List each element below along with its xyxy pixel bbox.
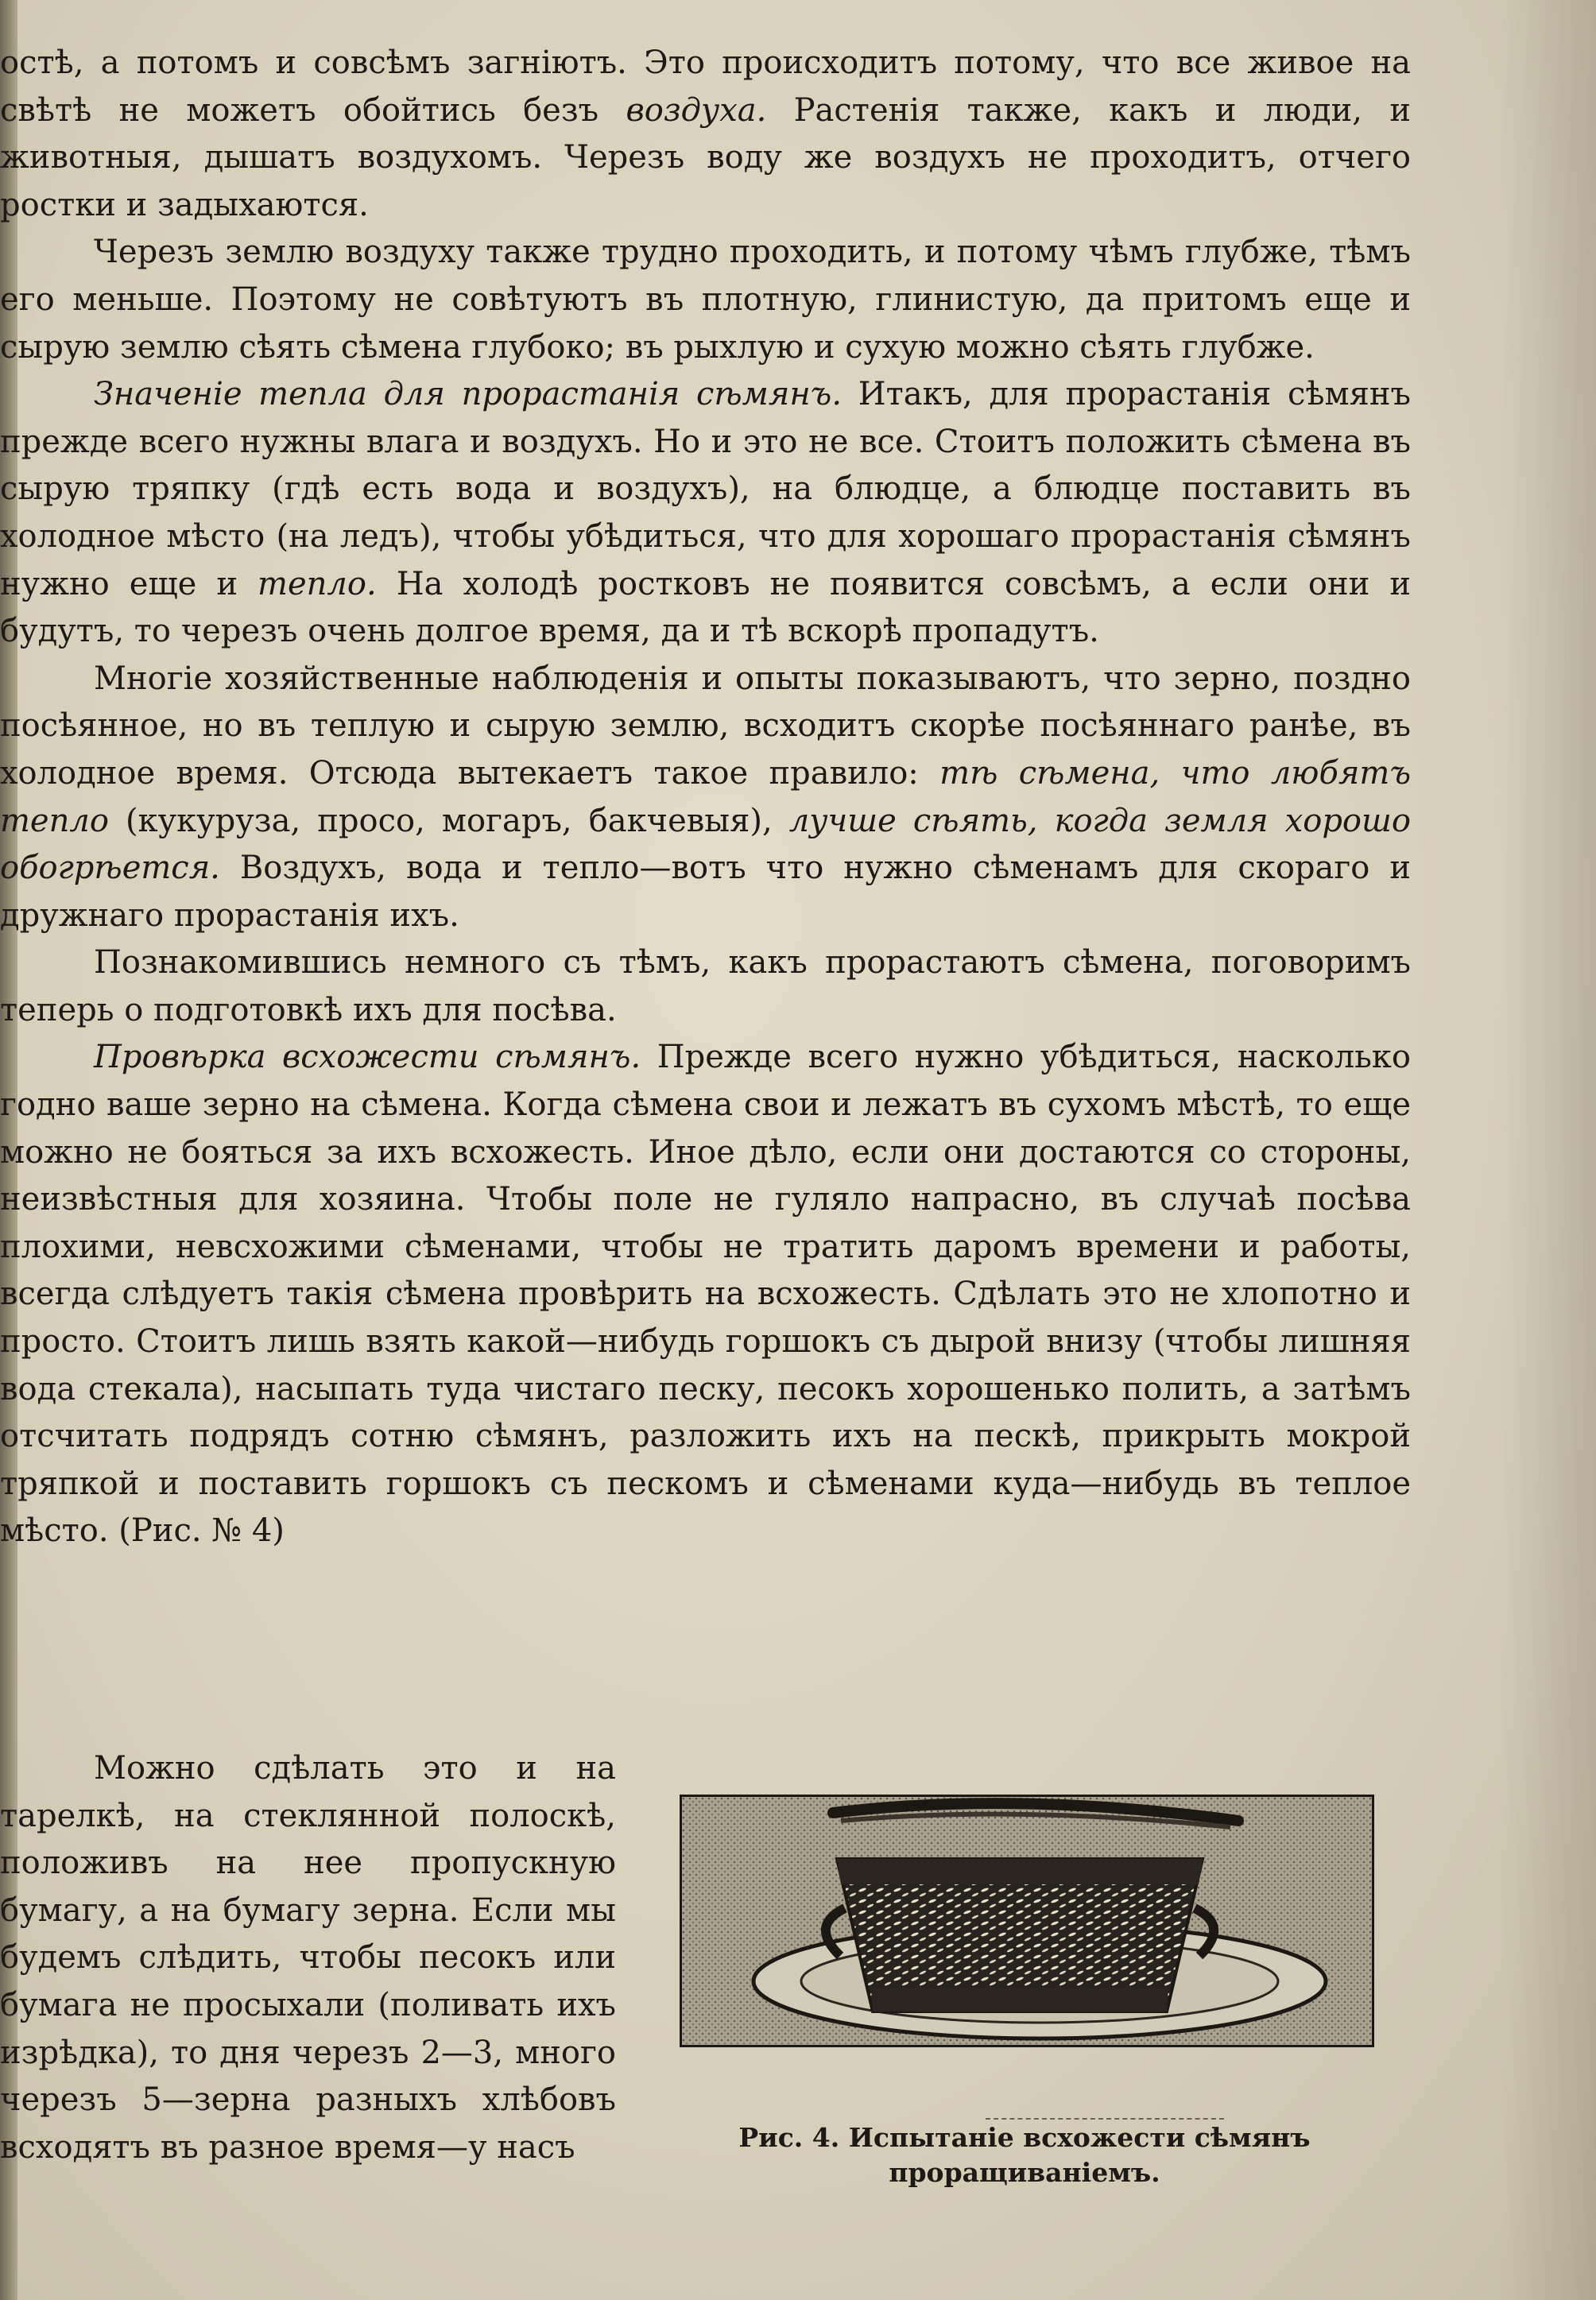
text-run: Прежде всего нужно убѣдиться, насколько годно ваше зерно на сѣмена. Когда сѣмена свои и лежатъ въ сухомъ мѣстѣ, то еще можно не бояться за ихъ всхожесть. Иное дѣло, если они достаются со стороны, неизвѣстныя для хозяина. Чтобы поле не гуляло напрасно, въ случаѣ посѣва плохими, невсхожими сѣменами, чтобы не тратить даромъ времени и работы, всегда слѣдуетъ такія сѣмена провѣрить на всхожесть. Сдѣлать это не хлопотно и просто. Стоитъ лишь взять какой—нибудь горшокъ съ дырой внизу (чтобы лишняя вода стекала), насыпать туда чистаго песку, песокъ хорошенько полить, а затѣмъ отсчитать подрядъ сотню сѣмянъ, разложить ихъ на пескѣ, прикрыть мокрой тряпкой и поставить горшокъ съ пескомъ и сѣменами куда—нибудь въ теплое мѣсто. (Рис. № 4) (0, 1039, 1411, 1550)
text-run: Черезъ землю воздуху также трудно проходить, и потому чѣмъ глубже, тѣмъ его меньше. Поэтому не совѣтуютъ въ плотную, глинистую, да притомъ еще и сырую землю сѣять сѣмена глубоко; въ рыхлую и сухую можно сѣять глубже. (0, 234, 1411, 366)
text-run: Воздухъ, вода и тепло—вотъ что нужно сѣменамъ для скораго и дружнаго прорастанія ихъ. (0, 850, 1411, 934)
paragraph-2 (0, 229, 1411, 371)
text-run: Познакомившись немного съ тѣмъ, какъ прорастаютъ сѣмена, поговоримъ теперь о подготовкѣ ихъ для посѣва. (0, 944, 1411, 1028)
paragraph-4 (0, 656, 1411, 940)
paragraph-3 (0, 371, 1411, 656)
paragraph-left: Можно сдѣлать это и на тарелкѣ, на стеклянной полоскѣ, положивъ на нее пропускную бумагу, а на бумагу зерна. Если мы будемъ слѣдить, чтобы песокъ или бумага не просыхали (поливать ихъ изрѣдка), то дня черезъ 2—3, много черезъ 5—зерна разныхъ хлѣбовъ всходятъ въ разное время—у насъ (0, 1750, 616, 2166)
paragraph-1 (0, 40, 1411, 229)
text-run: Многіе хозяйственные наблюденія и опыты показываютъ, что зерно, поздно посѣянное, но въ теплую и сырую землю, всходитъ скорѣе посѣяннаго ранѣе, въ холодное время. Отсюда вытекаетъ такое правило: (0, 660, 1411, 792)
left-text-column (0, 1745, 616, 2171)
caption-line-2: проращиваніемъ. (889, 2157, 1160, 2188)
italic-heading-run: Провѣрка всхожести сѣмянъ. (94, 1039, 641, 1076)
page-edge-shadow (1501, 0, 1596, 2300)
text-run: Растенія также, какъ и люди, и животныя, дышатъ воздухомъ. Черезъ воду же воздухъ не проходитъ, отчего ростки и задыхаются. (0, 91, 1411, 223)
main-text-column (0, 40, 1411, 1555)
text-run: На холодѣ ростковъ не появится совсѣмъ, а если они и будутъ, то черезъ очень долгое время, да и тѣ вскорѣ пропадутъ. (0, 565, 1411, 650)
text-run: остѣ, а потомъ и совсѣмъ загніютъ. Это происходитъ потому, что все живое на свѣтѣ не можетъ обойтись безъ (0, 45, 1411, 129)
italic-heading-run: воздуха. (626, 91, 767, 129)
paragraph-5 (0, 939, 1411, 1034)
caption-divider (986, 2118, 1224, 2120)
paragraph-6 (0, 1034, 1411, 1555)
caption-line-1: Рис. 4. Испытаніе всхожести сѣмянъ (738, 2122, 1311, 2153)
italic-heading-run: тѣ сѣмена, что любятъ тепло (0, 754, 1412, 839)
figure-caption (680, 2120, 1369, 2190)
pot-with-seeds-illustration-icon (682, 1797, 1372, 2045)
text-run: (кукуруза, просо, могаръ, бакчевыя), (108, 802, 789, 839)
figure-illustration (680, 1795, 1374, 2047)
italic-heading-run: лучше сѣять, когда земля хорошо обогрѣется. (0, 802, 1411, 887)
italic-heading-run: Значеніе тепла для прорастанія сѣмянъ. (94, 376, 843, 413)
text-run: Итакъ, для прорастанія сѣмянъ прежде всего нужны влага и воздухъ. Но и это не все. Стоитъ положить сѣмена въ сырую тряпку (гдѣ есть вода и воздухъ), на блюдце, а блюдце поставить въ холодное мѣсто (на ледъ), чтобы убѣдиться, что для хорошаго прорастанія сѣмянъ нужно еще и (0, 376, 1411, 602)
italic-heading-run: тепло. (258, 565, 377, 602)
